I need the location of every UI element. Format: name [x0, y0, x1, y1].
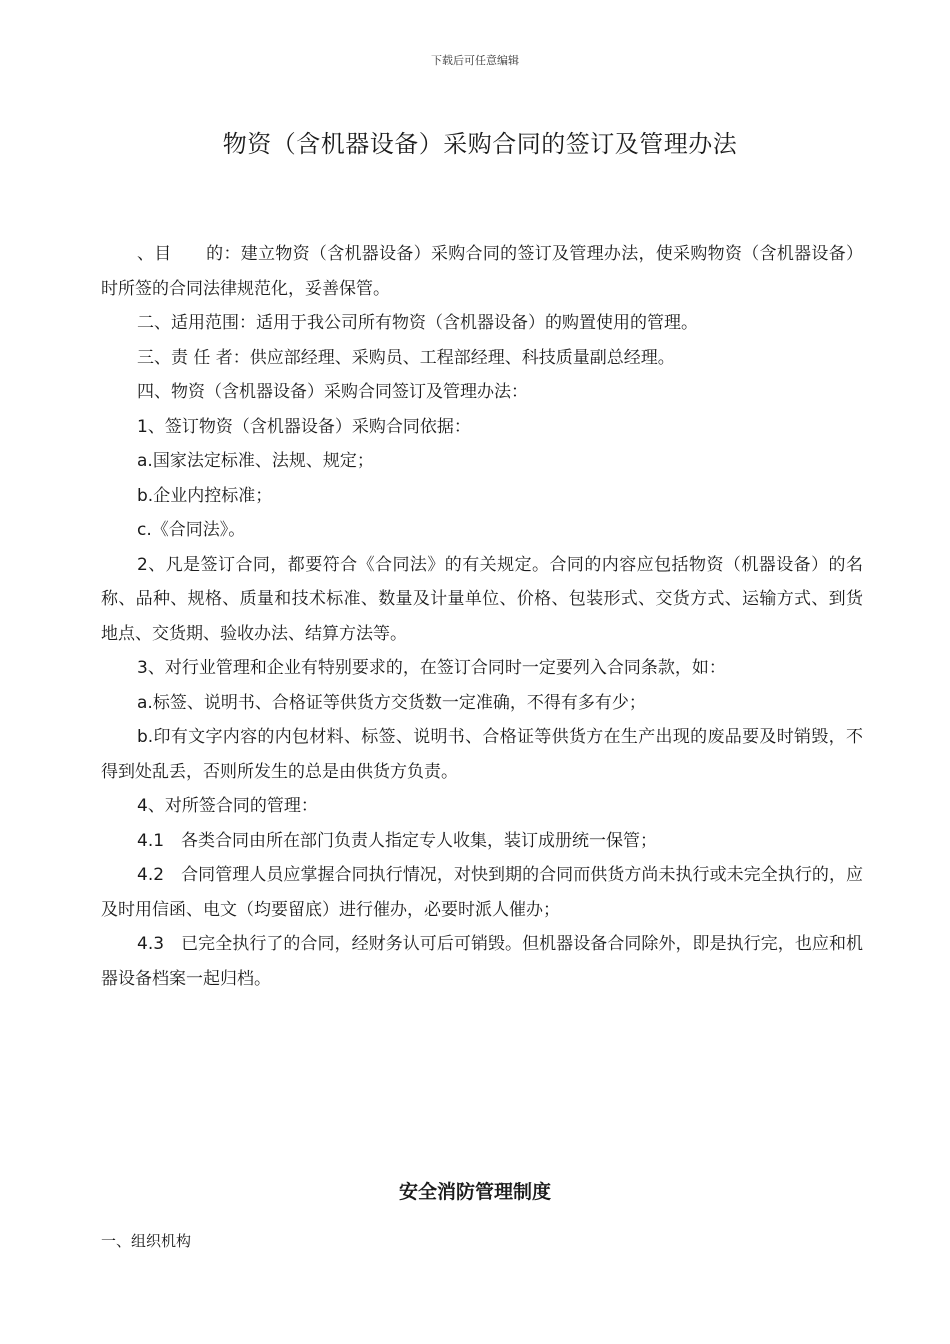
paragraph-management-4-2: 4.2 合同管理人员应掌握合同执行情况，对快到期的合同而供货方尚未执行或未完全执行的，应及时用信函、电文（均要留底）进行催办，必要时派人催办； — [101, 865, 863, 920]
paragraph-basis-b: b.企业内控标准； — [137, 485, 273, 506]
paragraph-management-heading: 4、对所签合同的管理： — [137, 796, 318, 816]
document-body — [101, 237, 863, 996]
header-note: 下载后可任意编辑 — [431, 54, 519, 67]
paragraph-management-4-1: 4.1 各类合同由所在部门负责人指定专人收集，装订成册统一保管； — [137, 830, 658, 851]
paragraph-contract-content: 2、凡是签订合同，都要符合《合同法》的有关规定。合同的内容应包括物资（机器设备）的名称、品种、规格、质量和技术标准、数量及计量单位、价格、包装形式、交货方式、运输方式、到货地点、交货期、验收办法、结算方法等。 — [101, 554, 863, 644]
paragraph-purpose: 、目 的：建立物资（含机器设备）采购合同的签订及管理办法，使采购物资（含机器设备）时所签的合同法律规范化，妥善保管。 — [101, 244, 863, 299]
paragraph-management-4-3: 4.3 已完全执行了的合同，经财务认可后可销毁。但机器设备合同除外，即是执行完，也应和机器设备档案一起归档。 — [101, 934, 863, 989]
paragraph-methods-heading: 四、物资（含机器设备）采购合同签订及管理办法： — [137, 382, 528, 402]
paragraph-scope: 二、适用范围：适用于我公司所有物资（含机器设备）的购置使用的管理。 — [137, 313, 698, 333]
paragraph-requirement-b: b.印有文字内容的内包材料、标签、说明书、合格证等供货方在生产出现的废品要及时销毁，不得到处乱丢，否则所发生的总是由供货方负责。 — [101, 727, 863, 782]
document-title: 物资（含机器设备）采购合同的签订及管理办法 — [222, 130, 738, 158]
section-title-fire-safety: 安全消防管理制度 — [398, 1181, 551, 1203]
paragraph-basis-heading: 1、签订物资（含机器设备）采购合同依据： — [137, 416, 471, 437]
section-heading-organization: 一、组织机构 — [101, 1232, 192, 1250]
paragraph-responsible: 三、责 任 者：供应部经理、采购员、工程部经理、科技质量副总经理。 — [137, 347, 675, 368]
paragraph-basis-c: c.《合同法》。 — [137, 520, 246, 540]
paragraph-basis-a: a.国家法定标准、法规、规定； — [137, 451, 374, 471]
paragraph-special-requirements: 3、对行业管理和企业有特别要求的，在签订合同时一定要列入合同条款，如： — [137, 658, 726, 678]
paragraph-requirement-a: a.标签、说明书、合格证等供货方交货数一定准确，不得有多有少； — [137, 692, 646, 713]
